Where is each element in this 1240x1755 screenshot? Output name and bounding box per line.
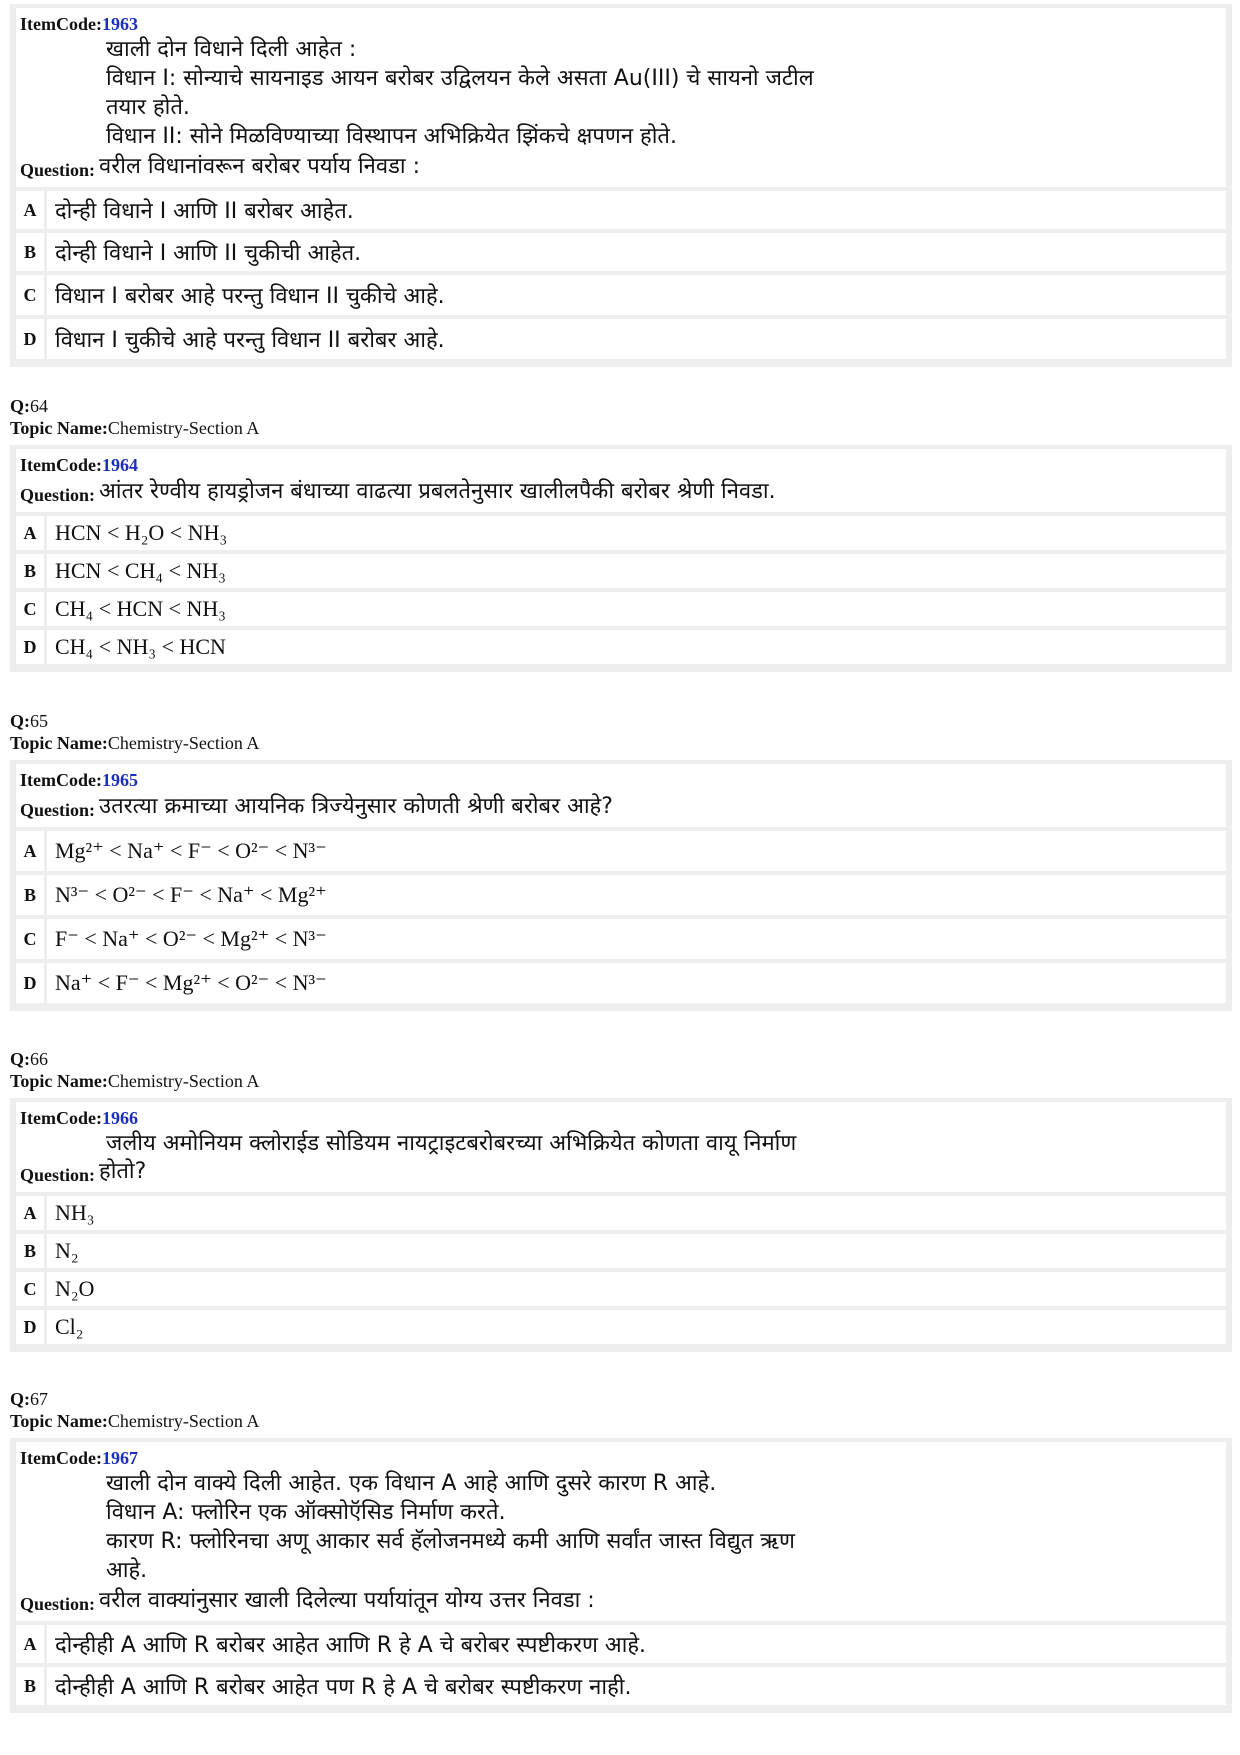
question-row: Question: वरील वाक्यांनुसार खाली दिलेल्या पर्यायांतून योग्य उत्तर निवडा :	[20, 1588, 595, 1614]
option-c[interactable]: C विधान I बरोबर आहे परन्तु विधान II चुकीचे आहे.	[16, 275, 1226, 315]
option-b[interactable]: B HCN < CH₄ < NH₃	[16, 554, 1226, 588]
question-card-1964	[10, 445, 1232, 672]
question-card-1967	[10, 1438, 1232, 1713]
option-b[interactable]: B दोन्हीही A आणि R बरोबर आहेत पण R हे A चे बरोबर स्पष्टीकरण नाही.	[16, 1667, 1226, 1705]
question-card-1963	[10, 4, 1232, 367]
option-c[interactable]: C CH₄ < HCN < NH₃	[16, 592, 1226, 626]
option-a[interactable]: A HCN < H₂O < NH₃	[16, 516, 1226, 550]
question-row: Question: होतो?	[20, 1159, 147, 1185]
option-a[interactable]: A Mg²⁺ < Na⁺ < F⁻ < O²⁻ < N³⁻	[16, 831, 1226, 871]
item-code: ItemCode:1967	[20, 1448, 138, 1468]
question-header-65: Q:65 Topic Name:Chemistry-Section A	[10, 711, 260, 753]
item-code: ItemCode:1964	[20, 455, 138, 475]
option-b[interactable]: B दोन्ही विधाने I आणि II चुकीची आहेत.	[16, 233, 1226, 271]
question-row: Question: आंतर रेण्वीय हायड्रोजन बंधाच्या वाढत्या प्रबलतेनुसार खालीलपैकी बरोबर श्रेणी निवडा.	[20, 479, 776, 505]
question-header-67: Q:67 Topic Name:Chemistry-Section A	[10, 1389, 260, 1431]
question-row: Question: वरील विधानांवरून बरोबर पर्याय निवडा :	[20, 154, 420, 180]
item-code: ItemCode:1966	[20, 1108, 138, 1128]
question-stem: जलीय अमोनियम क्लोराईड सोडियम नायट्राइटबरोबरच्या अभिक्रियेत कोणता वायू निर्माण	[106, 1131, 797, 1156]
option-d[interactable]: D CH₄ < NH₃ < HCN	[16, 630, 1226, 664]
question-card-1966	[10, 1098, 1232, 1352]
option-b[interactable]: B N₂	[16, 1234, 1226, 1268]
question-header-64: Q:64 Topic Name:Chemistry-Section A	[10, 396, 260, 438]
option-d[interactable]: D विधान I चुकीचे आहे परन्तु विधान II बरोबर आहे.	[16, 319, 1226, 359]
option-d[interactable]: D Cl₂	[16, 1310, 1226, 1344]
option-a[interactable]: A दोन्हीही A आणि R बरोबर आहेत आणि R हे A चे बरोबर स्पष्टीकरण आहे.	[16, 1625, 1226, 1663]
option-a[interactable]: A NH₃	[16, 1196, 1226, 1230]
question-stem: खाली दोन विधाने दिली आहेत : विधान I: सोन्याचे सायनाइड आयन बरोबर उद्विलयन केले असता Au(III) चे सायनो जटील तयार होते. विधान II: सोने मिळविण्याच्या विस्थापन अभिक्रियेत झिंकचे क्षपणन होते.	[106, 37, 814, 149]
option-b[interactable]: B N³⁻ < O²⁻ < F⁻ < Na⁺ < Mg²⁺	[16, 875, 1226, 915]
option-d[interactable]: D Na⁺ < F⁻ < Mg²⁺ < O²⁻ < N³⁻	[16, 963, 1226, 1003]
question-header-66: Q:66 Topic Name:Chemistry-Section A	[10, 1049, 260, 1091]
question-card-1965	[10, 760, 1232, 1011]
item-code: ItemCode:1963	[20, 14, 138, 34]
option-c[interactable]: C N₂O	[16, 1272, 1226, 1306]
option-a[interactable]: A दोन्ही विधाने I आणि II बरोबर आहेत.	[16, 191, 1226, 229]
item-code: ItemCode:1965	[20, 770, 138, 790]
question-stem: खाली दोन वाक्ये दिली आहेत. एक विधान A आहे आणि दुसरे कारण R आहे. विधान A: फ्लोरिन एक ऑक्सोऍसिड निर्माण करते. कारण R: फ्लोरिनचा अणू आकार सर्व हॅलोजनमध्ये कमी आणि सर्वांत जास्त विद्युत ऋण आहे.	[106, 1471, 795, 1583]
question-row: Question: उतरत्या क्रमाच्या आयनिक त्रिज्येनुसार कोणती श्रेणी बरोबर आहे?	[20, 794, 613, 820]
option-c[interactable]: C F⁻ < Na⁺ < O²⁻ < Mg²⁺ < N³⁻	[16, 919, 1226, 959]
